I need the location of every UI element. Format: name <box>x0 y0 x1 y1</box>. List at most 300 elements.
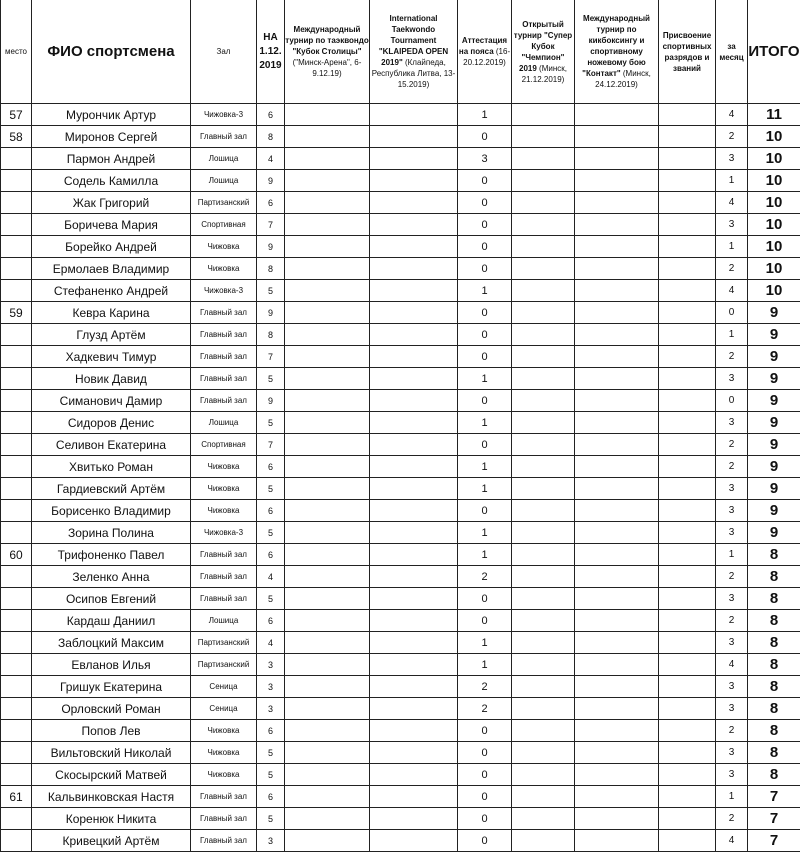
month-cell: 3 <box>716 148 748 170</box>
month-cell: 4 <box>716 830 748 852</box>
table-row <box>1 610 800 632</box>
klaipeda-cell <box>370 522 458 544</box>
month-cell: 1 <box>716 236 748 258</box>
klaipeda-cell <box>370 808 458 830</box>
attestation-cell: 0 <box>458 126 512 148</box>
kubok-cell <box>285 544 370 566</box>
kontakt-cell <box>575 456 659 478</box>
gym-cell: Главный зал <box>191 324 257 346</box>
table-row <box>1 808 800 830</box>
kubok-cell <box>285 566 370 588</box>
ranks-cell <box>659 258 716 280</box>
na-cell: 6 <box>257 192 285 214</box>
attestation-cell: 1 <box>458 104 512 126</box>
klaipeda-cell <box>370 126 458 148</box>
attestation-cell: 1 <box>458 456 512 478</box>
kontakt-cell <box>575 808 659 830</box>
ranks-cell <box>659 676 716 698</box>
klaipeda-cell <box>370 786 458 808</box>
kubok-cell <box>285 192 370 214</box>
superkubok-cell <box>512 368 575 390</box>
na-cell: 6 <box>257 104 285 126</box>
superkubok-cell <box>512 390 575 412</box>
ranks-cell <box>659 214 716 236</box>
ranks-cell <box>659 324 716 346</box>
place-cell: 58 <box>1 126 32 148</box>
gym-cell: Чижовка <box>191 742 257 764</box>
table-row <box>1 698 800 720</box>
kontakt-cell <box>575 368 659 390</box>
na-cell: 3 <box>257 830 285 852</box>
kubok-cell <box>285 170 370 192</box>
attestation-cell: 0 <box>458 786 512 808</box>
total-cell: 8 <box>748 632 800 654</box>
ranks-cell <box>659 478 716 500</box>
total-cell: 9 <box>748 390 800 412</box>
na-cell: 6 <box>257 610 285 632</box>
header-kontakt <box>575 0 659 104</box>
ranks-cell <box>659 390 716 412</box>
superkubok-cell <box>512 302 575 324</box>
total-cell: 8 <box>748 544 800 566</box>
kontakt-cell <box>575 786 659 808</box>
kontakt-cell <box>575 742 659 764</box>
place-cell <box>1 698 32 720</box>
table-body <box>1 104 800 852</box>
place-cell <box>1 368 32 390</box>
attestation-cell: 0 <box>458 720 512 742</box>
table-row <box>1 522 800 544</box>
kontakt-cell <box>575 544 659 566</box>
attestation-cell: 1 <box>458 478 512 500</box>
ranks-cell <box>659 654 716 676</box>
table-row <box>1 434 800 456</box>
kontakt-cell <box>575 104 659 126</box>
kubok-cell <box>285 522 370 544</box>
attestation-cell: 0 <box>458 742 512 764</box>
superkubok-cell <box>512 258 575 280</box>
klaipeda-cell <box>370 192 458 214</box>
header-superkubok-details: (Минск, 21.12.2019) <box>522 64 567 84</box>
table-row <box>1 720 800 742</box>
kubok-cell <box>285 698 370 720</box>
klaipeda-cell <box>370 610 458 632</box>
na-cell: 5 <box>257 808 285 830</box>
superkubok-cell <box>512 214 575 236</box>
superkubok-cell <box>512 236 575 258</box>
kontakt-cell <box>575 522 659 544</box>
superkubok-cell <box>512 720 575 742</box>
table-row <box>1 346 800 368</box>
place-cell: 61 <box>1 786 32 808</box>
kubok-cell <box>285 368 370 390</box>
attestation-cell: 0 <box>458 324 512 346</box>
month-cell: 3 <box>716 676 748 698</box>
header-zal: Зал <box>191 0 257 104</box>
kontakt-cell <box>575 698 659 720</box>
ranks-cell <box>659 522 716 544</box>
kubok-cell <box>285 126 370 148</box>
superkubok-cell <box>512 478 575 500</box>
month-cell: 1 <box>716 786 748 808</box>
month-cell: 3 <box>716 698 748 720</box>
kontakt-cell <box>575 478 659 500</box>
total-cell: 8 <box>748 610 800 632</box>
ranks-cell <box>659 698 716 720</box>
gym-cell: Спортивная <box>191 434 257 456</box>
superkubok-cell <box>512 170 575 192</box>
kubok-cell <box>285 808 370 830</box>
month-cell: 2 <box>716 346 748 368</box>
athlete-name-cell: Хвитько Роман <box>32 456 191 478</box>
na-cell: 8 <box>257 258 285 280</box>
place-cell <box>1 632 32 654</box>
gym-cell: Спортивная <box>191 214 257 236</box>
na-cell: 9 <box>257 390 285 412</box>
header-klaipeda-title: International Taekwondo Tournament "KLAIPEDA OPEN 2019" <box>379 14 448 67</box>
athlete-name-cell: Стефаненко Андрей <box>32 280 191 302</box>
gym-cell: Чижовка-3 <box>191 280 257 302</box>
ranks-cell <box>659 346 716 368</box>
gym-cell: Главный зал <box>191 808 257 830</box>
superkubok-cell <box>512 742 575 764</box>
month-cell: 4 <box>716 104 748 126</box>
header-kubok-details: ("Минск-Арена", 6-9.12.19) <box>293 58 362 78</box>
ranks-cell <box>659 632 716 654</box>
place-cell <box>1 588 32 610</box>
athlete-name-cell: Селивон Екатерина <box>32 434 191 456</box>
total-cell: 9 <box>748 368 800 390</box>
superkubok-cell <box>512 412 575 434</box>
place-cell <box>1 742 32 764</box>
kubok-cell <box>285 478 370 500</box>
attestation-cell: 0 <box>458 610 512 632</box>
place-cell <box>1 566 32 588</box>
total-cell: 7 <box>748 786 800 808</box>
superkubok-cell <box>512 104 575 126</box>
na-cell: 6 <box>257 456 285 478</box>
athlete-name-cell: Глузд Артём <box>32 324 191 346</box>
header-kubok <box>285 0 370 104</box>
athlete-name-cell: Боричева Мария <box>32 214 191 236</box>
klaipeda-cell <box>370 588 458 610</box>
month-cell: 3 <box>716 588 748 610</box>
na-cell: 3 <box>257 698 285 720</box>
kubok-cell <box>285 258 370 280</box>
kontakt-cell <box>575 192 659 214</box>
month-cell: 2 <box>716 720 748 742</box>
header-kubok-title: Международный турнир по таэквондо "Кубок Столицы" <box>285 25 368 56</box>
ranks-cell <box>659 148 716 170</box>
header-month: за месяц <box>716 0 748 104</box>
place-cell: 60 <box>1 544 32 566</box>
table-row <box>1 236 800 258</box>
place-cell <box>1 434 32 456</box>
na-cell: 3 <box>257 676 285 698</box>
ranks-cell <box>659 830 716 852</box>
total-cell: 10 <box>748 258 800 280</box>
na-cell: 9 <box>257 302 285 324</box>
athlete-name-cell: Скосырский Матвей <box>32 764 191 786</box>
klaipeda-cell <box>370 830 458 852</box>
kubok-cell <box>285 632 370 654</box>
kubok-cell <box>285 390 370 412</box>
athlete-name-cell: Борисенко Владимир <box>32 500 191 522</box>
kubok-cell <box>285 280 370 302</box>
total-cell: 11 <box>748 104 800 126</box>
attestation-cell: 1 <box>458 632 512 654</box>
ranks-cell <box>659 456 716 478</box>
athlete-name-cell: Попов Лев <box>32 720 191 742</box>
na-cell: 9 <box>257 170 285 192</box>
na-cell: 7 <box>257 214 285 236</box>
attestation-cell: 0 <box>458 192 512 214</box>
superkubok-cell <box>512 830 575 852</box>
total-cell: 10 <box>748 280 800 302</box>
attestation-cell: 0 <box>458 214 512 236</box>
na-cell: 6 <box>257 786 285 808</box>
gym-cell: Чижовка <box>191 478 257 500</box>
athlete-name-cell: Борейко Андрей <box>32 236 191 258</box>
kontakt-cell <box>575 654 659 676</box>
attestation-cell: 0 <box>458 346 512 368</box>
attestation-cell: 2 <box>458 698 512 720</box>
total-cell: 9 <box>748 456 800 478</box>
attestation-cell: 2 <box>458 566 512 588</box>
athlete-name-cell: Симанович Дамир <box>32 390 191 412</box>
superkubok-cell <box>512 192 575 214</box>
ranks-cell <box>659 236 716 258</box>
na-cell: 5 <box>257 588 285 610</box>
total-cell: 9 <box>748 346 800 368</box>
superkubok-cell <box>512 676 575 698</box>
attestation-cell: 0 <box>458 434 512 456</box>
gym-cell: Главный зал <box>191 830 257 852</box>
table-row <box>1 654 800 676</box>
kubok-cell <box>285 104 370 126</box>
table-row <box>1 588 800 610</box>
kontakt-cell <box>575 302 659 324</box>
attestation-cell: 1 <box>458 522 512 544</box>
klaipeda-cell <box>370 214 458 236</box>
month-cell: 1 <box>716 324 748 346</box>
place-cell <box>1 170 32 192</box>
gym-cell: Чижовка <box>191 236 257 258</box>
month-cell: 3 <box>716 412 748 434</box>
place-cell <box>1 456 32 478</box>
kubok-cell <box>285 412 370 434</box>
athlete-name-cell: Мурончик Артур <box>32 104 191 126</box>
header-total: ИТОГО <box>748 0 800 104</box>
gym-cell: Лошица <box>191 148 257 170</box>
athlete-name-cell: Трифоненко Павел <box>32 544 191 566</box>
klaipeda-cell <box>370 368 458 390</box>
attestation-cell: 1 <box>458 280 512 302</box>
month-cell: 3 <box>716 742 748 764</box>
place-cell <box>1 720 32 742</box>
header-attestation <box>458 0 512 104</box>
gym-cell: Лошица <box>191 412 257 434</box>
month-cell: 3 <box>716 764 748 786</box>
header-kontakt-title: Международный турнир по кикбоксингу и спортивному ножевому бою "Контакт" <box>582 14 650 78</box>
attestation-cell: 1 <box>458 368 512 390</box>
klaipeda-cell <box>370 412 458 434</box>
total-cell: 10 <box>748 236 800 258</box>
klaipeda-cell <box>370 346 458 368</box>
total-cell: 9 <box>748 412 800 434</box>
place-cell <box>1 258 32 280</box>
gym-cell: Главный зал <box>191 126 257 148</box>
place-cell <box>1 610 32 632</box>
place-cell <box>1 236 32 258</box>
kontakt-cell <box>575 258 659 280</box>
table-row <box>1 148 800 170</box>
na-cell: 8 <box>257 324 285 346</box>
kubok-cell <box>285 786 370 808</box>
klaipeda-cell <box>370 742 458 764</box>
month-cell: 4 <box>716 654 748 676</box>
gym-cell: Лошица <box>191 610 257 632</box>
kontakt-cell <box>575 390 659 412</box>
athlete-name-cell: Сидоров Денис <box>32 412 191 434</box>
month-cell: 2 <box>716 258 748 280</box>
gym-cell: Чижовка-3 <box>191 104 257 126</box>
header-row <box>1 0 800 104</box>
total-cell: 8 <box>748 742 800 764</box>
ranks-cell <box>659 786 716 808</box>
superkubok-cell <box>512 148 575 170</box>
attestation-cell: 1 <box>458 654 512 676</box>
place-cell: 59 <box>1 302 32 324</box>
ranks-cell <box>659 764 716 786</box>
month-cell: 2 <box>716 610 748 632</box>
header-attestation-title: Аттестация на пояса <box>459 36 507 56</box>
header-klaipeda-details: (Клайпеда, Республика Литва, 13-15.2019) <box>372 58 456 89</box>
klaipeda-cell <box>370 764 458 786</box>
superkubok-cell <box>512 808 575 830</box>
ranks-cell <box>659 302 716 324</box>
month-cell: 0 <box>716 302 748 324</box>
kontakt-cell <box>575 214 659 236</box>
header-name: ФИО спортсмена <box>32 0 191 104</box>
athlete-name-cell: Жак Григорий <box>32 192 191 214</box>
header-attestation-details: (16-20.12.2019) <box>463 47 510 67</box>
header-superkubok <box>512 0 575 104</box>
table-row <box>1 764 800 786</box>
place-cell <box>1 192 32 214</box>
na-cell: 9 <box>257 236 285 258</box>
attestation-cell: 0 <box>458 500 512 522</box>
table-row <box>1 478 800 500</box>
ranks-cell <box>659 192 716 214</box>
place-cell <box>1 830 32 852</box>
na-cell: 6 <box>257 720 285 742</box>
athlete-name-cell: Гардиевский Артём <box>32 478 191 500</box>
na-cell: 6 <box>257 544 285 566</box>
ranks-cell <box>659 280 716 302</box>
total-cell: 10 <box>748 192 800 214</box>
gym-cell: Главный зал <box>191 786 257 808</box>
na-cell: 4 <box>257 632 285 654</box>
attestation-cell: 3 <box>458 148 512 170</box>
place-cell <box>1 654 32 676</box>
header-place: место <box>1 0 32 104</box>
superkubok-cell <box>512 522 575 544</box>
attestation-cell: 1 <box>458 544 512 566</box>
gym-cell: Партизанский <box>191 632 257 654</box>
kubok-cell <box>285 434 370 456</box>
athlete-name-cell: Пармон Андрей <box>32 148 191 170</box>
table-row <box>1 192 800 214</box>
superkubok-cell <box>512 654 575 676</box>
month-cell: 3 <box>716 522 748 544</box>
superkubok-cell <box>512 566 575 588</box>
table-row <box>1 830 800 852</box>
kontakt-cell <box>575 412 659 434</box>
superkubok-cell <box>512 126 575 148</box>
total-cell: 9 <box>748 324 800 346</box>
kubok-cell <box>285 302 370 324</box>
ranks-cell <box>659 368 716 390</box>
table-row <box>1 412 800 434</box>
total-cell: 9 <box>748 522 800 544</box>
ranks-cell <box>659 566 716 588</box>
table-row <box>1 280 800 302</box>
na-cell: 5 <box>257 764 285 786</box>
klaipeda-cell <box>370 148 458 170</box>
kubok-cell <box>285 742 370 764</box>
place-cell <box>1 280 32 302</box>
superkubok-cell <box>512 698 575 720</box>
place-cell <box>1 500 32 522</box>
klaipeda-cell <box>370 302 458 324</box>
kubok-cell <box>285 588 370 610</box>
na-cell: 5 <box>257 742 285 764</box>
gym-cell: Главный зал <box>191 566 257 588</box>
ranks-cell <box>659 104 716 126</box>
athlete-name-cell: Кевра Карина <box>32 302 191 324</box>
gym-cell: Главный зал <box>191 302 257 324</box>
gym-cell: Сеница <box>191 698 257 720</box>
ranks-cell <box>659 588 716 610</box>
klaipeda-cell <box>370 434 458 456</box>
month-cell: 4 <box>716 280 748 302</box>
ranks-cell <box>659 720 716 742</box>
kubok-cell <box>285 830 370 852</box>
kontakt-cell <box>575 676 659 698</box>
total-cell: 8 <box>748 698 800 720</box>
ranks-cell <box>659 544 716 566</box>
ranks-cell <box>659 808 716 830</box>
gym-cell: Главный зал <box>191 390 257 412</box>
klaipeda-cell <box>370 676 458 698</box>
header-na: НА 1.12. 2019 <box>257 0 285 104</box>
kubok-cell <box>285 346 370 368</box>
athlete-name-cell: Зеленко Анна <box>32 566 191 588</box>
total-cell: 7 <box>748 830 800 852</box>
place-cell <box>1 148 32 170</box>
na-cell: 5 <box>257 522 285 544</box>
attestation-cell: 0 <box>458 258 512 280</box>
na-cell: 4 <box>257 148 285 170</box>
month-cell: 2 <box>716 126 748 148</box>
klaipeda-cell <box>370 280 458 302</box>
month-cell: 1 <box>716 544 748 566</box>
klaipeda-cell <box>370 104 458 126</box>
attestation-cell: 0 <box>458 302 512 324</box>
place-cell <box>1 214 32 236</box>
na-cell: 5 <box>257 412 285 434</box>
